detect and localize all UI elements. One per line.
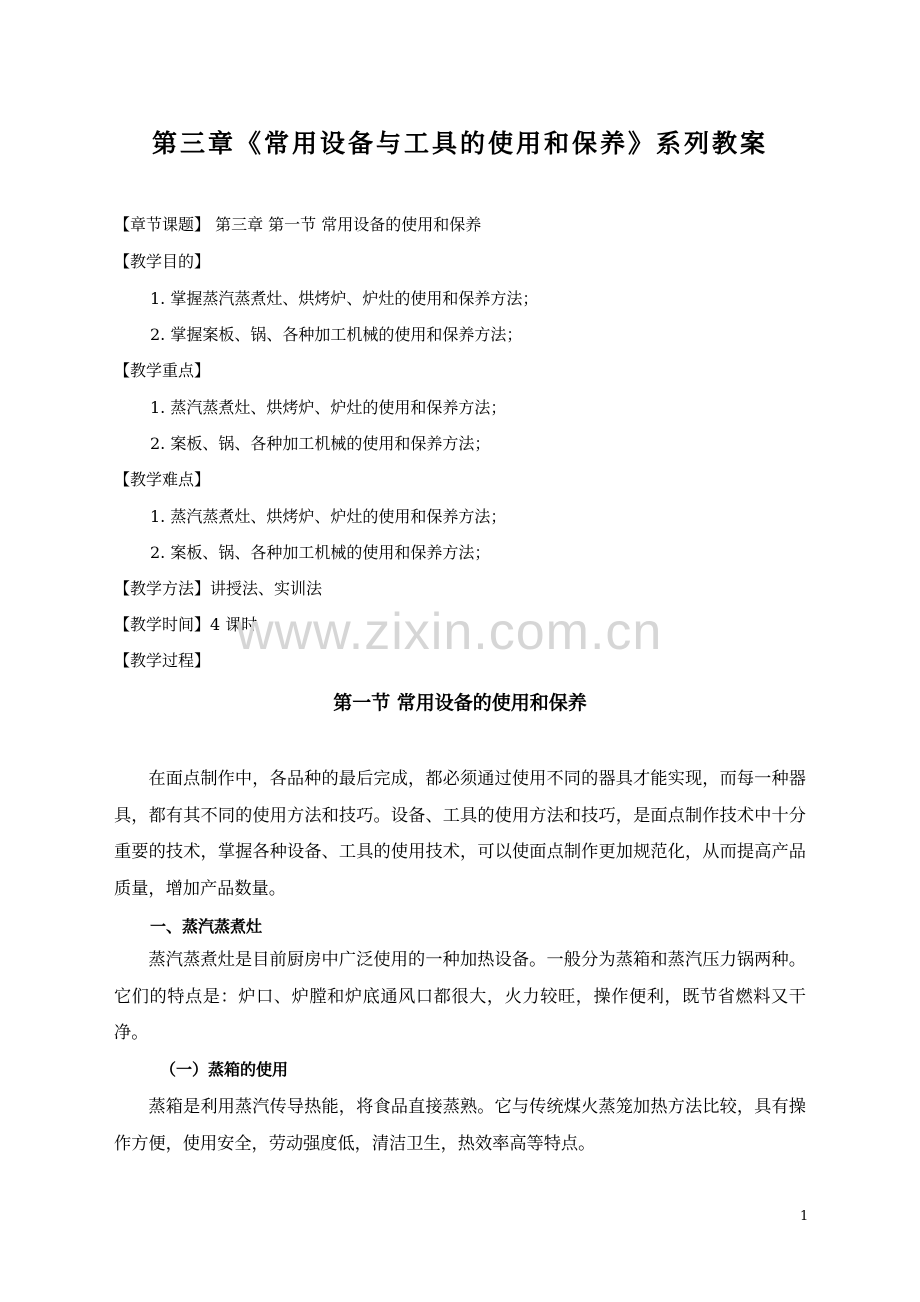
subsection-paragraph: 蒸汽蒸煮灶是目前厨房中广泛使用的一种加热设备。一般分为蒸箱和蒸汽压力锅两种。它们的特点是：炉口、炉膛和炉底通风口都很大，火力较旺，操作便利，既节省燃料又干净。 xyxy=(114,950,806,1044)
teaching-time: 【教学时间】4 课时 xyxy=(114,615,258,634)
subsection-heading: 一、蒸汽蒸煮灶 xyxy=(150,917,263,936)
subsubsection-paragraph: 蒸箱是利用蒸汽传导热能，将食品直接蒸熟。它与传统煤火蒸笼加热方法比较，具有操作方便，使用安全，劳动强度低，清洁卫生，热效率高等特点。 xyxy=(114,1097,806,1154)
objective-item: 2. 掌握案板、锅、各种加工机械的使用和保养方法； xyxy=(150,325,523,344)
document-title: 第三章《常用设备与工具的使用和保养》系列教案 xyxy=(151,129,768,158)
objective-item: 1. 掌握蒸汽蒸煮灶、烘烤炉、炉灶的使用和保养方法； xyxy=(150,289,539,308)
teaching-method: 【教学方法】讲授法、实训法 xyxy=(114,579,323,598)
intro-paragraph: 在面点制作中，各品种的最后完成，都必须通过使用不同的器具才能实现，而每一种器具，都有其不同的使用方法和技巧。设备、工具的使用方法和技巧，是面点制作技术中十分重要的技术，掌握各种设备、工具的使用技术，可以使面点制作更加规范化，从而提高产品质量，增加产品数量。 xyxy=(114,769,806,900)
objective-label: 【教学目的】 xyxy=(114,252,211,271)
key-points-label: 【教学重点】 xyxy=(114,361,211,380)
key-point-item: 1. 蒸汽蒸煮灶、烘烤炉、炉灶的使用和保养方法； xyxy=(150,398,507,417)
watermark: www.zixin.com.cn xyxy=(236,603,663,661)
difficulty-item: 1. 蒸汽蒸煮灶、烘烤炉、炉灶的使用和保养方法； xyxy=(150,507,507,526)
subsubsection-heading: （一）蒸箱的使用 xyxy=(160,1060,289,1079)
key-point-item: 2. 案板、锅、各种加工机械的使用和保养方法； xyxy=(150,434,491,453)
chapter-topic: 【章节课题】 第三章 第一节 常用设备的使用和保养 xyxy=(114,215,482,234)
difficulties-label: 【教学难点】 xyxy=(114,470,211,489)
difficulty-item: 2. 案板、锅、各种加工机械的使用和保养方法； xyxy=(150,543,491,562)
section-heading: 第一节 常用设备的使用和保养 xyxy=(333,692,587,714)
process-label: 【教学过程】 xyxy=(114,651,211,670)
page-number: 1 xyxy=(800,1209,809,1224)
